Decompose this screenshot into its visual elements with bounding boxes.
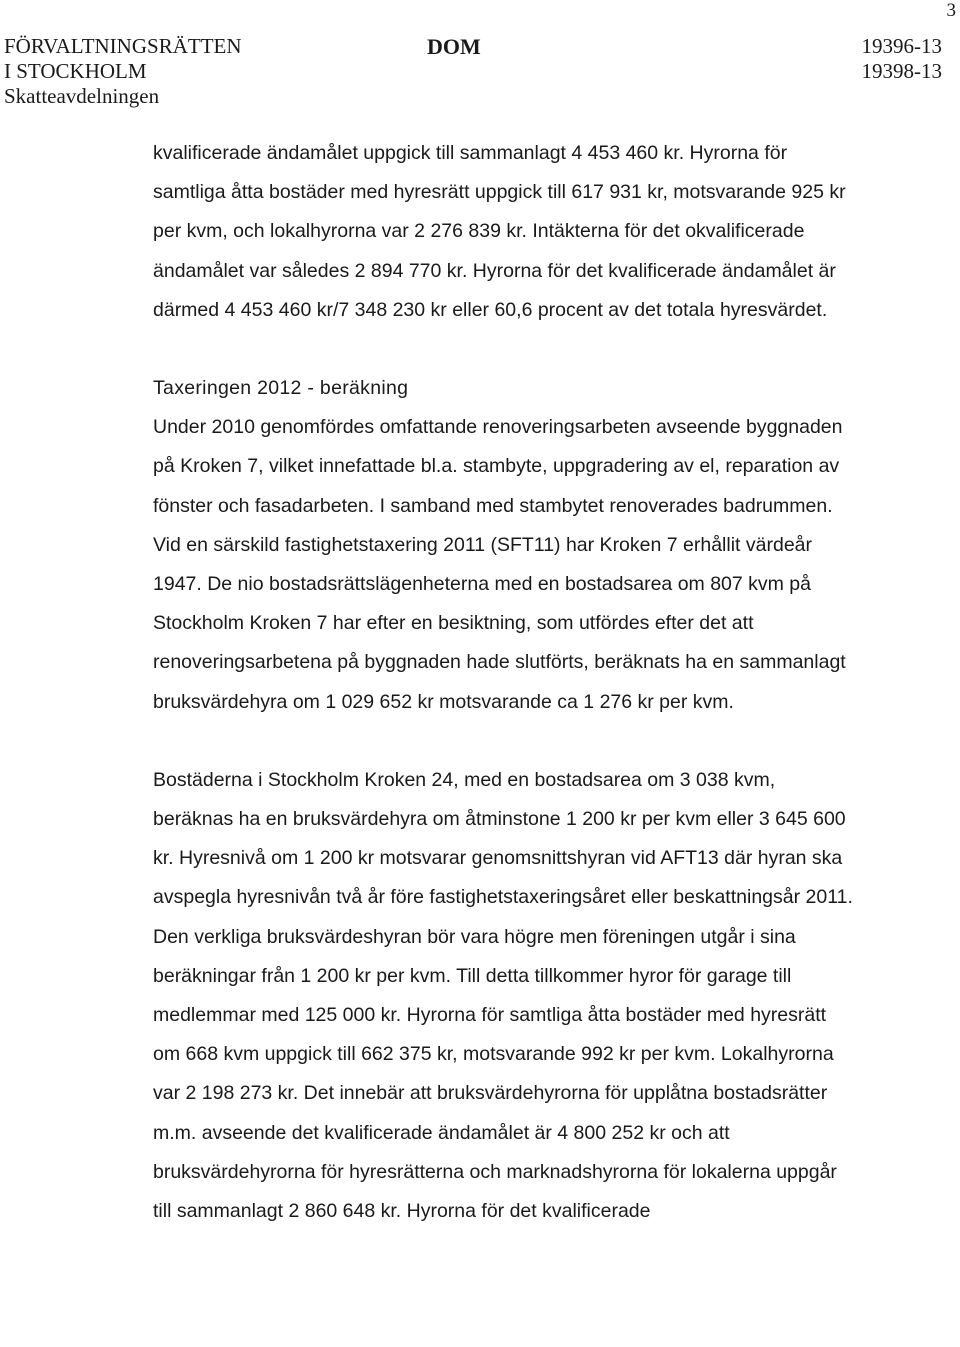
case-number-1: 19396-13 xyxy=(861,34,942,58)
document-type: DOM xyxy=(427,34,481,59)
case-number-2: 19398-13 xyxy=(861,59,942,83)
section-heading: Taxeringen 2012 - beräkning xyxy=(153,377,409,400)
paragraph-1: kvalificerade ändamålet uppgick till sammanlagt 4 453 460 kr. Hyrorna för samtliga åtta bostäder med hyresrätt uppgick till 617 931 kr, motsvarande 925 kr per kvm, och lokalhyrorna var 2 276 839 kr. Intäkterna för det okvalificerade ändamålet var således 2 894 770 kr. Hyrorna för det kvalificerade ändamålet är därmed 4 453 460 kr/7 348 230 kr eller 60,6 procent av det totala hyresvärdet. xyxy=(153,142,846,321)
case-numbers xyxy=(862,34,943,84)
court-name-block xyxy=(4,34,242,109)
court-name-line1: FÖRVALTNINGSRÄTTEN xyxy=(4,34,242,58)
document-header xyxy=(4,34,942,114)
court-name-line2: I STOCKHOLM xyxy=(4,59,147,83)
page-number: 3 xyxy=(946,0,956,21)
paragraph-3: Bostäderna i Stockholm Kroken 24, med en bostadsarea om 3 038 kvm, beräknas ha en bruksvärdehyra om åtminstone 1 200 kr per kvm eller 3 645 600 kr. Hyresnivå om 1 200 kr motsvarar genomsnittshyran vid AFT13 där hyran ska avspegla hyresnivån två år före fastighetstaxeringsåret eller beskattningsår 2011. Den verkliga bruksvärdeshyran bör vara högre men föreningen utgår i sina beräkningar från 1 200 kr per kvm. Till detta tillkommer hyror för garage till medlemmar med 125 000 kr. Hyrorna för samtliga åtta bostäder med hyresrätt om 668 kvm uppgick till 662 375 kr, motsvarande 992 kr per kvm. Lokalhyrorna var 2 198 273 kr. Det innebär att bruksvärdehyrorna för upplåtna bostadsrätter m.m. avseende det kvalificerade ändamålet är 4 800 252 kr och att bruksvärdehyrorna för hyresrätterna och marknadshyrorna för lokalerna uppgår till sammanlagt 2 860 648 kr. Hyrorna för det kvalificerade xyxy=(153,768,853,1223)
paragraph-2: Under 2010 genomfördes omfattande renoveringsarbeten avseende byggnaden på Kroken 7, vilket innefattade bl.a. stambyte, uppgradering av el, reparation av fönster och fasadarbeten. I samband med stambytet renoverades badrummen. Vid en särskild fastighetstaxering 2011 (SFT11) har Kroken 7 erhållit värdeår 1947. De nio bostadsrättslägenheterna med en bostadsarea om 807 kvm på Stockholm Kroken 7 har efter en besiktning, som utfördes efter det att renoveringsarbetena på byggnaden hade slutförts, beräknats ha en sammanlagt bruksvärdehyra om 1 029 652 kr motsvarande ca 1 276 kr per kvm. xyxy=(153,416,846,713)
department-name: Skatteavdelningen xyxy=(4,84,160,108)
document-body xyxy=(153,134,853,1231)
